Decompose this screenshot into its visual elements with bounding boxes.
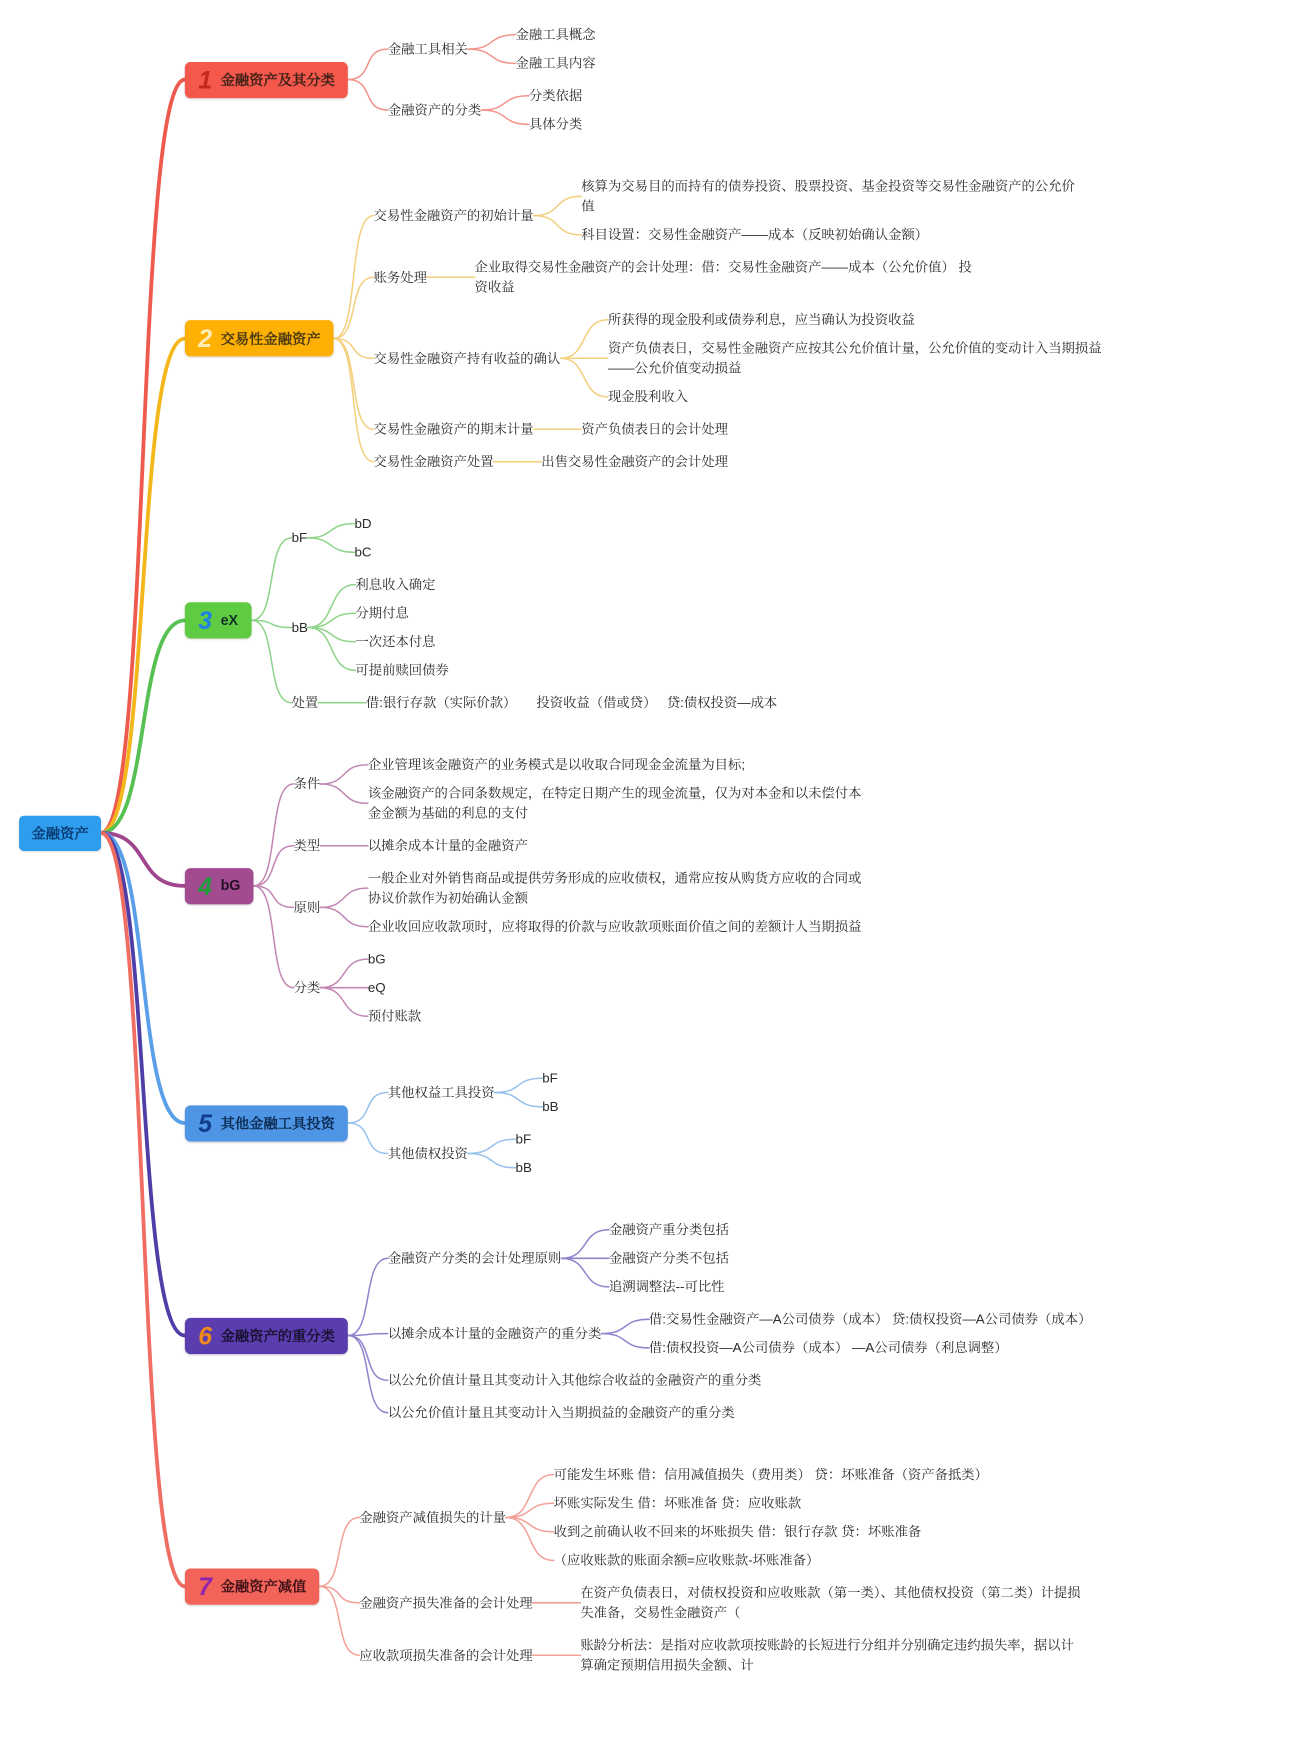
- node-label: 借:交易性金融资产—A公司债券（成本） 贷:债权投资—A公司债券（成本）: [648, 1311, 1092, 1327]
- mindmap-node[interactable]: [359, 1645, 532, 1665]
- node-label: 应收款项损失准备的会计处理: [359, 1647, 533, 1663]
- node-label: 金融工具概念: [515, 26, 596, 42]
- node-label: 以公允价值计量且其变动计入当期损益的金融资产的重分类: [387, 1404, 735, 1420]
- mindmap-node[interactable]: [292, 693, 319, 713]
- node-label: 坏账实际发生 借：坏账准备 贷：应收账款: [553, 1495, 802, 1511]
- node-label: 金融资产分类不包括: [608, 1250, 729, 1266]
- mindmap-node[interactable]: [554, 1550, 820, 1570]
- branch-number: 1: [198, 65, 212, 94]
- branch-number: 4: [198, 871, 212, 901]
- mindmap-node[interactable]: [516, 53, 596, 73]
- mindmap-node[interactable]: [388, 1083, 495, 1103]
- node-label: 资产负债表日的会计处理: [581, 421, 729, 437]
- mindmap-node[interactable]: [355, 660, 448, 680]
- node-label: 科目设置：交易性金融资产——成本（反映初始确认金额）: [581, 226, 929, 243]
- node-label: 金融资产的分类: [387, 101, 482, 118]
- mindmap-node[interactable]: [355, 603, 408, 623]
- node-label: 类型: [293, 837, 321, 853]
- node-label: 账龄分析法：是指对应收款项按账龄的长短进行分组并分别确定违约损失率，据以计算确定预期信用损失金额、计: [580, 1637, 1074, 1673]
- node-label: 交易性金融资产处置: [373, 453, 494, 469]
- mindmap-node[interactable]: [388, 39, 468, 59]
- node-label: 其他金融工具投资: [220, 1115, 335, 1133]
- mindmap-node[interactable]: [354, 514, 371, 534]
- node-label: 企业收回应收款项时，应将取得的价款与应收款项账面价值之间的差额计人当期损益: [367, 918, 862, 934]
- node-label: bB: [291, 619, 308, 635]
- node-label: bB: [542, 1098, 559, 1114]
- node-label: bG: [220, 877, 241, 894]
- node-label: 预付账款: [367, 1008, 422, 1024]
- node-label: 金融资产重分类包括: [608, 1221, 729, 1237]
- mindmap-node[interactable]: [368, 783, 873, 823]
- mindmap-node[interactable]: [608, 338, 1113, 378]
- node-label: bG: [367, 951, 386, 967]
- node-label: 金融资产分类的会计处理原则: [387, 1250, 562, 1266]
- node-label: 金融资产减值损失的计量: [359, 1509, 506, 1525]
- branch-topic-node[interactable]: [185, 1105, 348, 1141]
- mindmap-node[interactable]: [368, 978, 386, 998]
- mindmap-node[interactable]: [608, 387, 688, 407]
- node-label: （应收账款的账面余额=应收账款-坏账准备）: [553, 1552, 820, 1568]
- mindmap-node[interactable]: [368, 836, 528, 856]
- mindmap-node[interactable]: [609, 1277, 725, 1297]
- mindmap-node[interactable]: [355, 632, 435, 652]
- mindmap-node[interactable]: [388, 1248, 561, 1268]
- node-label: bF: [515, 1131, 532, 1147]
- node-label: bF: [542, 1070, 558, 1086]
- node-label: 在资产负债表日，对债权投资和应收账款（第一类）、其他债权投资（第二类）计提损失准备，交易性金融资产（: [580, 1584, 1081, 1620]
- node-label: bF: [291, 529, 308, 546]
- mindmap-node[interactable]: [374, 206, 534, 226]
- node-label: 借:银行存款（实际价款） 投资收益（借或贷） 贷:债权投资—成本: [365, 694, 778, 710]
- mindmap-node[interactable]: [554, 1522, 922, 1542]
- mindmap-node[interactable]: [388, 1324, 601, 1344]
- node-label: 交易性金融资产的初始计量: [373, 207, 534, 223]
- node-label: 金融资产及其分类: [220, 72, 335, 89]
- branch-number: 7: [198, 1572, 212, 1601]
- mindmap-node[interactable]: [359, 1593, 532, 1613]
- branch-topic-node[interactable]: [185, 602, 252, 638]
- node-label: 一次还本付息: [355, 633, 436, 649]
- node-label: bD: [354, 515, 372, 531]
- node-label: 处置: [291, 694, 319, 710]
- node-label: 核算为交易目的而持有的债券投资、股票投资、基金投资等交易性金融资产的公允价值: [581, 178, 1075, 214]
- node-label: eQ: [367, 979, 386, 995]
- node-label: 金融工具相关: [387, 40, 468, 57]
- node-label: 可提前赎回债券: [355, 662, 449, 678]
- mindmap-node[interactable]: [293, 978, 320, 998]
- mindmap-node[interactable]: [292, 528, 308, 548]
- mindmap-node[interactable]: [580, 1635, 1085, 1675]
- mindmap-node[interactable]: [366, 693, 777, 713]
- node-label: 所获得的现金股利或债券利息，应当确认为投资收益: [607, 311, 915, 327]
- node-label: 具体分类: [528, 116, 583, 132]
- node-label: 交易性金融资产: [220, 331, 321, 348]
- mindmap-node[interactable]: [293, 774, 320, 794]
- node-label: 分期付息: [355, 605, 409, 621]
- mindmap-node[interactable]: [388, 1143, 468, 1163]
- node-label: 企业管理该金融资产的业务模式是以收取合同现金金流量为目标;: [367, 756, 746, 772]
- node-label: 现金股利收入: [607, 388, 689, 405]
- mindmap-node[interactable]: [368, 917, 862, 937]
- mindmap-node[interactable]: [529, 114, 582, 134]
- node-label: 该金融资产的合同条数规定，在特定日期产生的现金流量，仅为对本金和以未偿付本金金额为基础的利息的支付: [367, 785, 862, 821]
- mindmap-node[interactable]: [368, 1006, 421, 1026]
- mindmap-node[interactable]: [388, 100, 481, 120]
- mindmap-node[interactable]: [355, 575, 435, 595]
- node-label: 原则: [293, 899, 321, 915]
- root-node[interactable]: [19, 815, 101, 850]
- mindmap-node[interactable]: [608, 310, 915, 330]
- mindmap-node[interactable]: [368, 868, 873, 908]
- mindmap-node[interactable]: [609, 1220, 729, 1240]
- mindmap-node[interactable]: [554, 1465, 988, 1485]
- mindmap-node[interactable]: [292, 617, 308, 637]
- node-label: 金融资产的重分类: [220, 1328, 335, 1345]
- branch-topic-node[interactable]: [185, 1568, 320, 1604]
- mindmap-node[interactable]: [554, 1493, 802, 1513]
- mindmap-node[interactable]: [374, 419, 534, 439]
- mindmap-node[interactable]: [649, 1338, 1008, 1358]
- node-label: 金融资产: [31, 825, 89, 843]
- mindmap-node[interactable]: [609, 1248, 729, 1268]
- node-label: 交易性金融资产的期末计量: [373, 421, 534, 437]
- node-label: 其他权益工具投资: [387, 1084, 495, 1100]
- node-label: 账务处理: [373, 269, 427, 285]
- mindmap-node[interactable]: [475, 257, 980, 297]
- node-label: bB: [515, 1159, 532, 1175]
- mindmap-node[interactable]: [359, 1508, 506, 1528]
- node-label: 以摊余成本计量的金融资产的重分类: [387, 1325, 602, 1341]
- mindmap-node[interactable]: [516, 1158, 532, 1178]
- mindmap-node[interactable]: [374, 452, 494, 472]
- mindmap-node[interactable]: [388, 1370, 762, 1390]
- branch-topic-node[interactable]: [185, 61, 348, 97]
- branch-number: 3: [198, 606, 212, 635]
- mindmap-node[interactable]: [368, 755, 745, 775]
- mindmap-node[interactable]: [354, 542, 371, 562]
- mindmap-node[interactable]: [581, 176, 1086, 216]
- mindmap-node[interactable]: [649, 1309, 1091, 1329]
- mindmap-node[interactable]: [542, 1068, 558, 1088]
- node-label: 其他债权投资: [387, 1145, 468, 1161]
- node-label: 资产负债表日，交易性金融资产应按其公允价值计量，公允价值的变动计入当期损益——公允价值变动损益: [607, 340, 1102, 376]
- node-label: 金融资产损失准备的会计处理: [359, 1594, 533, 1610]
- mindmap-node[interactable]: [541, 452, 728, 472]
- node-label: 追溯调整法--可比性: [608, 1278, 725, 1295]
- branch-topic-node[interactable]: [185, 1317, 348, 1353]
- mindmap-node[interactable]: [581, 225, 928, 245]
- mindmap-node[interactable]: [516, 1129, 532, 1149]
- node-label: 分类: [293, 979, 321, 995]
- node-label: 以公允价值计量且其变动计入其他综合收益的金融资产的重分类: [387, 1372, 762, 1388]
- mindmap-node[interactable]: [581, 419, 728, 439]
- mindmap-node[interactable]: [529, 86, 582, 106]
- node-label: 一般企业对外销售商品或提供劳务形成的应收债权，通常应按从购货方应收的合同或协议价款作为初始确认金额: [367, 870, 862, 906]
- mindmap-node[interactable]: [293, 897, 320, 917]
- node-label: 条件: [293, 775, 321, 792]
- node-label: 以摊余成本计量的金融资产: [367, 837, 528, 853]
- branch-number: 6: [198, 1321, 212, 1350]
- node-label: 交易性金融资产持有收益的确认: [373, 350, 561, 366]
- mindmap-node[interactable]: [368, 949, 386, 969]
- mindmap-node[interactable]: [516, 25, 596, 45]
- node-label: 借:债权投资—A公司债券（成本） —A公司债券（利息调整）: [648, 1339, 1008, 1356]
- node-label: 企业取得交易性金融资产的会计处理：借：交易性金融资产——成本（公允价值） 投资收益: [474, 259, 972, 295]
- mindmap-node[interactable]: [542, 1097, 558, 1117]
- node-label: 利息收入确定: [355, 576, 436, 592]
- node-label: 分类依据: [528, 87, 583, 103]
- node-label: eX: [220, 612, 239, 629]
- node-label: 出售交易性金融资产的会计处理: [541, 453, 729, 469]
- mindmap-node[interactable]: [580, 1583, 1085, 1623]
- mindmap-node[interactable]: [374, 348, 561, 368]
- node-label: 可能发生坏账 借：信用减值损失（费用类） 贷：坏账准备（资产备抵类）: [553, 1466, 988, 1482]
- node-label: 收到之前确认收不回来的坏账损失 借：银行存款 贷：坏账准备: [553, 1523, 922, 1539]
- branch-topic-node[interactable]: [185, 868, 254, 904]
- node-label: bC: [354, 544, 372, 560]
- mindmap-node[interactable]: [388, 1403, 735, 1423]
- node-label: 金融资产减值: [220, 1579, 307, 1596]
- mindmap-node[interactable]: [374, 267, 427, 287]
- mindmap-node[interactable]: [293, 836, 320, 856]
- branch-number: 2: [198, 324, 212, 353]
- node-label: 金融工具内容: [515, 55, 596, 71]
- branch-topic-node[interactable]: [185, 321, 334, 357]
- branch-number: 5: [198, 1108, 212, 1138]
